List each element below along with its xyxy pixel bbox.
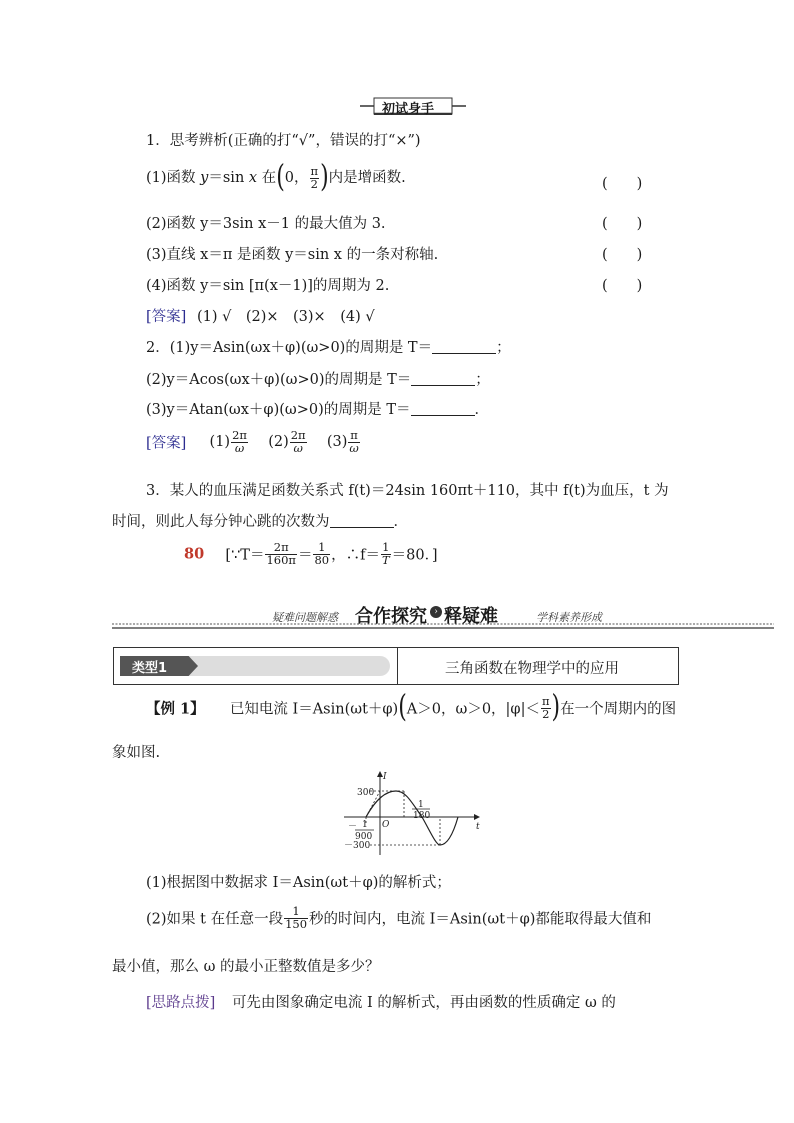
hint — [146, 991, 616, 1012]
x-pos-num: 1 — [418, 800, 424, 810]
q2-answer — [146, 430, 361, 454]
q1-item-1 — [146, 159, 406, 195]
type-box — [113, 647, 679, 685]
q2-end-3: ． — [474, 402, 490, 418]
current-graph — [340, 769, 490, 859]
section-arrow-icon: › — [430, 606, 442, 618]
banner-title: 初试身手 — [382, 102, 435, 117]
left-paren-glyph: ( — [398, 689, 407, 725]
q2-a1-label: (1) — [209, 434, 231, 450]
q2-blank-2[interactable] — [411, 371, 475, 386]
type-box-title: 三角函数在物理学中的应用 — [445, 661, 619, 677]
q1-intro: 1．思考辨析(正确的打“√”，错误的打“×”) — [146, 133, 421, 149]
q2-line-2-text: (2)y＝Acos(ωx＋φ)(ω>0)的周期是 T＝ — [146, 372, 412, 388]
q2-line-3 — [146, 398, 489, 419]
q1-item-1-pre: (1)函数 — [146, 170, 201, 186]
q2-end-2: ； — [475, 372, 490, 388]
example-q1: (1)根据图中数据求 I＝Asin(ωt＋φ)的解析式； — [146, 875, 451, 891]
fraction-1-over-T: $\frac{1}{T}$ — [382, 540, 390, 567]
fraction-pi-over-2: $\frac{\pi}{2}$ — [310, 164, 319, 191]
q2-line-1-text: 2．(1)y＝Asin(ωx＋φ)(ω>0)的周期是 T＝ — [146, 340, 433, 356]
q3-line-1: 3．某人的血压满足函数关系式 f(t)＝24sin 160πt＋110，其中 f(t)为血压，t 为 — [146, 483, 669, 499]
right-paren-glyph: ) — [551, 689, 561, 725]
q2-end-1: ； — [496, 340, 511, 356]
q3-line-2 — [112, 510, 408, 531]
answer-tag: [答案] — [146, 435, 187, 452]
section-title-a: 合作探究 — [355, 606, 427, 627]
q1-answer-paren-3[interactable]: ( ) — [602, 247, 643, 263]
example-line-2: 象如图. — [112, 745, 161, 761]
q3-line-2-text: 时间，则此人每分钟心跳的次数为 — [112, 514, 330, 530]
fraction-1-over-150: $\frac{1}{150}$ — [285, 904, 308, 931]
section-title-b: 释疑难 — [444, 606, 498, 627]
x-neg-den: 900 — [355, 832, 373, 842]
x-axis-label: t — [476, 822, 480, 832]
section-rule — [112, 622, 774, 630]
q3-answer: 80 — [184, 545, 205, 563]
x-neg-num: 1 — [362, 820, 368, 830]
q2-blank-3[interactable] — [411, 401, 475, 416]
fraction-2pi-over-omega: $\frac{2\pi}{\omega}$ — [232, 428, 247, 455]
q2-a3-label: (3) — [326, 434, 348, 450]
q3-blank[interactable] — [330, 513, 394, 528]
q1-answer-paren-1[interactable]: ( ) — [602, 176, 643, 192]
example-q2-a: (2)如果 t 在任意一段 — [146, 911, 284, 928]
type-tag-label: 类型1 — [132, 661, 168, 676]
fraction-2pi-over-160pi: $\frac{2\pi}{160\pi}$ — [266, 540, 296, 567]
q2-line-3-text: (3)y＝Atan(ωx＋φ)(ω>0)的周期是 T＝ — [146, 402, 411, 418]
fraction-1-over-80: $\frac{1}{80}$ — [314, 540, 330, 567]
q3-eq: ＝ — [297, 547, 313, 564]
example-q2 — [146, 906, 651, 930]
q1-answer-paren-2[interactable]: ( ) — [602, 216, 643, 232]
q1-answer-paren-4[interactable]: ( ) — [602, 278, 643, 294]
right-paren-glyph: ) — [320, 159, 329, 195]
example-line-1 — [146, 689, 677, 725]
q3-sol-pre: [∵T＝ — [225, 547, 265, 564]
q1-answer — [146, 305, 375, 326]
hint-tag: [思路点拨] — [146, 995, 216, 1011]
example-text-a: 已知电流 I＝Asin(ωt＋φ) — [229, 701, 399, 718]
q3-sol-end: ＝80．] — [391, 547, 438, 564]
q1-item-1-post1: 在 — [257, 170, 277, 186]
section-header — [112, 600, 774, 630]
x-pos-den: 180 — [413, 811, 431, 821]
origin-label: O — [382, 820, 390, 830]
ymin-label: －300 — [344, 841, 371, 851]
q3-line-2-end: ． — [393, 514, 408, 530]
q1-item-1-mid: ＝sin — [208, 170, 249, 186]
x-axis-arrow-icon — [474, 814, 480, 820]
q1-item-1-post2: 内是增函数. — [328, 170, 406, 186]
example-cond: A＞0，ω＞0，|φ|＜ — [406, 701, 540, 718]
example-q2-line-2: 最小值，那么 ω 的最小正整数值是多少？ — [112, 959, 380, 975]
example-q2-b: 秒的时间内，电流 I＝Asin(ωt＋φ)都能取得最大值和 — [309, 911, 652, 928]
section-right: 学科素养形成 — [536, 611, 602, 624]
ymax-label: 300 — [357, 788, 375, 798]
q1-item-1-range: 0， — [284, 170, 309, 186]
q2-line-1 — [146, 336, 511, 357]
fraction-2pi-over-omega: $\frac{2\pi}{\omega}$ — [290, 428, 306, 455]
q3-solution — [184, 542, 438, 566]
q1-item-2: (2)函数 y＝3sin x－1 的最大值为 3. — [146, 216, 386, 232]
type-box-tag-cell — [114, 648, 398, 684]
banner — [360, 97, 466, 115]
q2-line-2 — [146, 368, 490, 389]
q3-mid: ，∴f＝ — [331, 547, 380, 564]
answer-tag: [答案] — [146, 309, 187, 325]
fraction-pi-over-omega: $\frac{\pi}{\omega}$ — [349, 428, 359, 455]
q1-item-1-y: y — [200, 170, 209, 186]
hint-text: 可先由图象确定电流 I 的解析式，再由函数的性质确定 ω 的 — [231, 995, 616, 1011]
example-label: 【例 1】 — [146, 700, 205, 718]
q1-answer-text: (1) √ (2)× (3)× (4) √ — [196, 309, 375, 325]
section-left: 疑难问题解惑 — [272, 611, 338, 624]
q2-a2-label: (2) — [268, 434, 289, 450]
q1-item-3: (3)直线 x＝π 是函数 y＝sin x 的一条对称轴. — [146, 247, 439, 263]
x-neg-sign: － — [348, 822, 358, 832]
q1-item-1-x: x — [248, 170, 258, 186]
left-paren-glyph: ( — [276, 159, 285, 195]
q1-item-4: (4)函数 y＝sin [π(x－1)]的周期为 2. — [146, 278, 390, 294]
example-text-b: 在一个周期内的图 — [560, 701, 677, 718]
q2-blank-1[interactable] — [432, 339, 496, 354]
fraction-pi-over-2: $\frac{\pi}{2}$ — [541, 694, 550, 721]
y-axis-label: I — [383, 772, 387, 782]
